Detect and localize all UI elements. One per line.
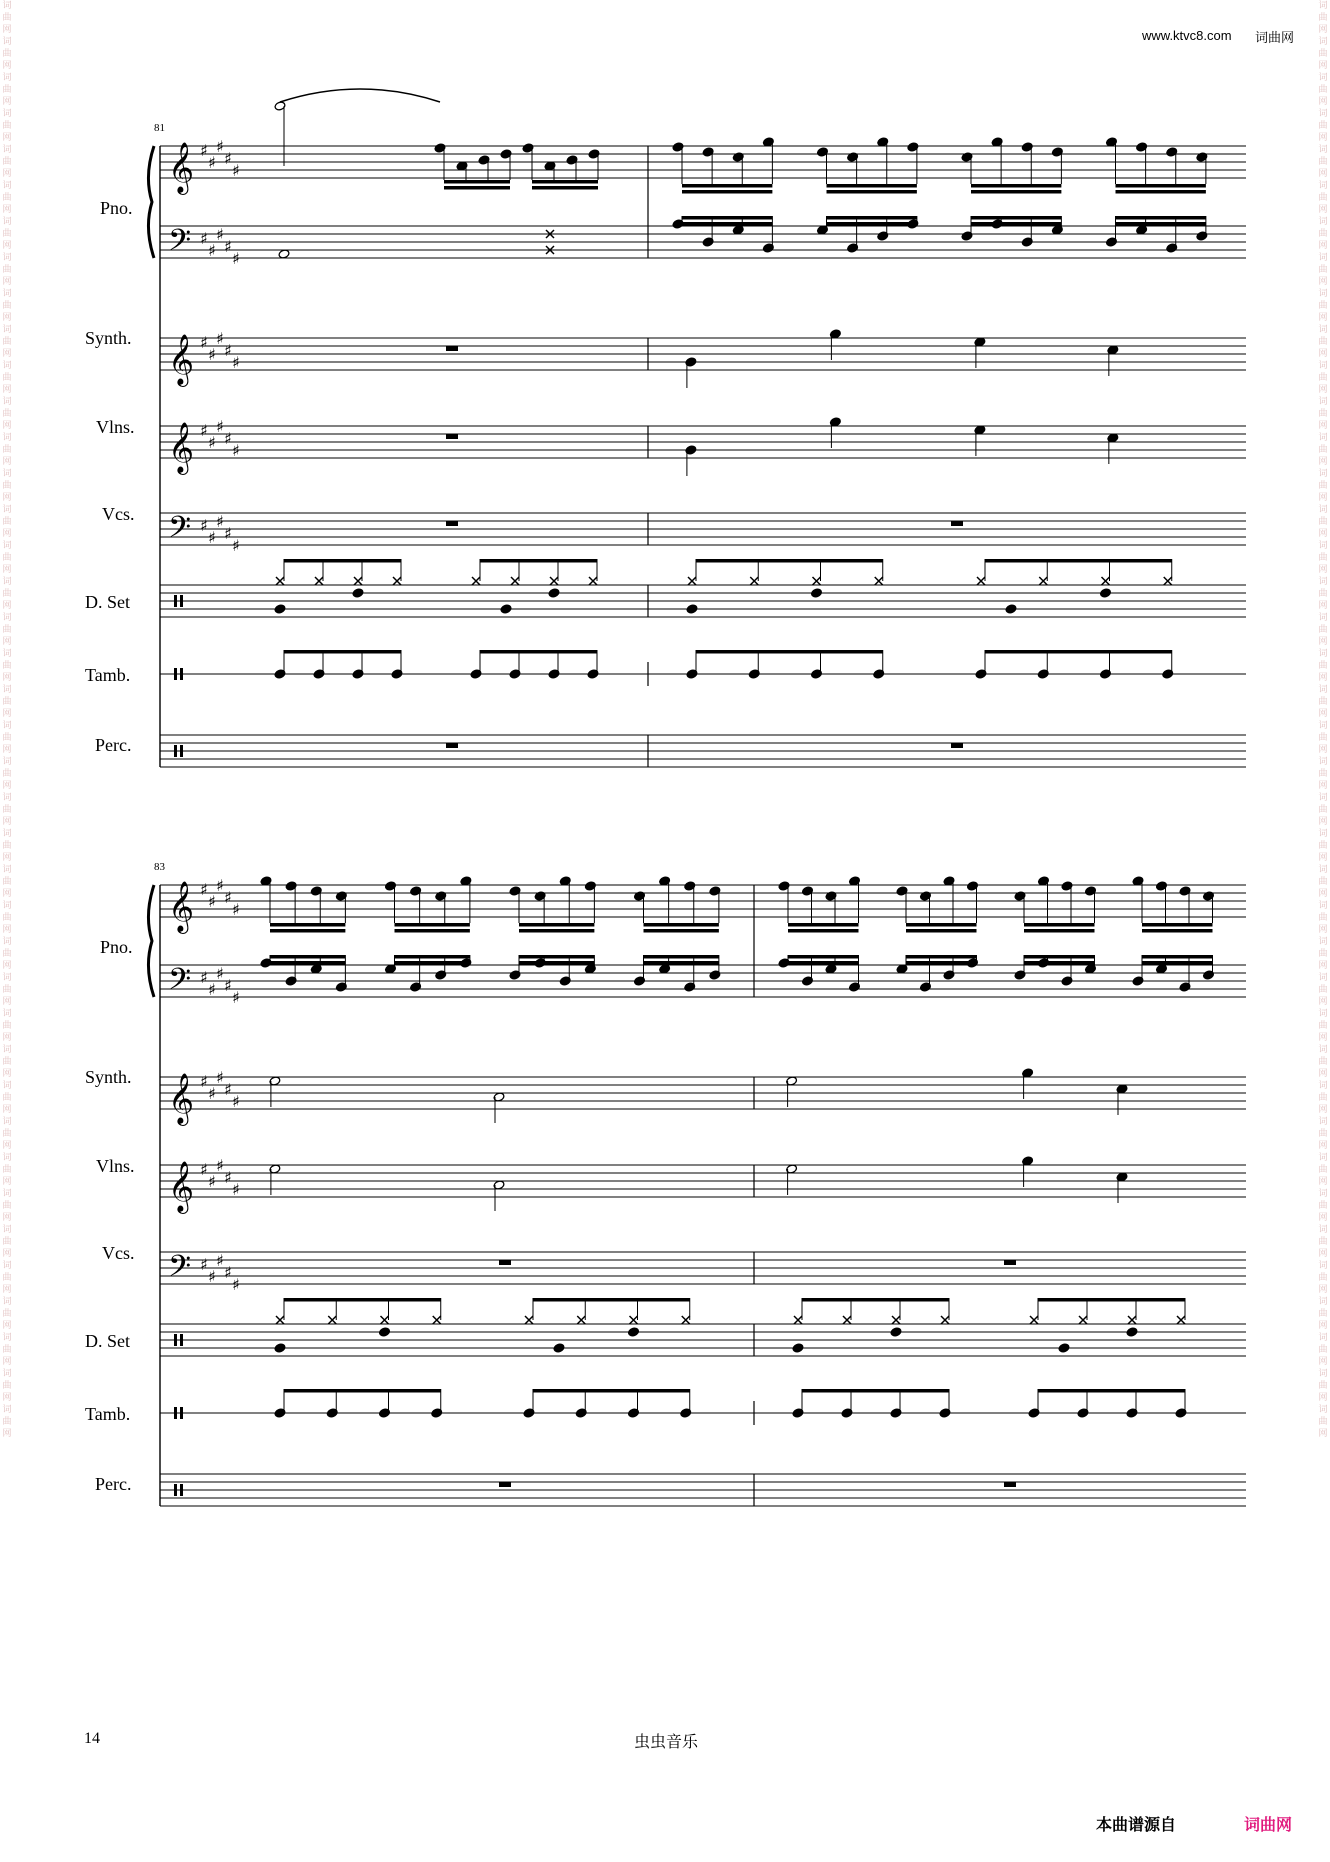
hihat-note — [843, 1316, 851, 1324]
tambourine-group-beam — [533, 1389, 690, 1393]
site-url[interactable]: www.ktvc8.com — [1142, 28, 1232, 43]
percussion-clef — [180, 745, 183, 757]
piano-group-beam — [971, 184, 1061, 188]
piano-group-beam — [1116, 190, 1206, 194]
piano-bass-group-beam — [644, 961, 719, 965]
hihat-note — [813, 577, 821, 585]
key-signature: ♯ — [200, 1255, 208, 1274]
percussion-clef — [180, 1334, 183, 1346]
key-signature: ♯ — [232, 1180, 240, 1199]
key-signature: ♯ — [208, 345, 216, 364]
piano-group-beam — [906, 923, 977, 927]
tambourine-group-beam — [480, 650, 597, 654]
key-signature: ♯ — [216, 1068, 224, 1087]
key-signature: ♯ — [232, 441, 240, 460]
treble-clef: 𝄞 — [168, 334, 195, 385]
hihat-group-beam — [802, 1298, 949, 1302]
hihat-group-beam — [696, 559, 883, 563]
piano-group-beam — [1142, 929, 1213, 933]
piano-group-beam — [1142, 923, 1213, 927]
piano-bass-group-beam — [270, 955, 345, 959]
hihat-note — [381, 1316, 389, 1324]
key-signature: ♯ — [208, 433, 216, 452]
key-signature: ♯ — [208, 1267, 216, 1286]
instrument-label-synth: Synth. — [85, 1067, 132, 1087]
bass-clef: 𝄢 — [168, 963, 192, 1004]
hihat-note — [892, 1316, 900, 1324]
piano-bass-group-beam — [788, 955, 859, 959]
bass-clef: 𝄢 — [168, 511, 192, 552]
percussion-clef — [180, 1407, 183, 1419]
piano-brace — [148, 885, 154, 997]
hihat-note — [875, 577, 883, 585]
site-brand[interactable]: 词曲网 — [1255, 31, 1295, 46]
key-signature: ♯ — [224, 149, 232, 168]
hihat-note — [433, 1316, 441, 1324]
hihat-note — [794, 1316, 802, 1324]
bass-clef: 𝄢 — [168, 224, 192, 265]
piano-bass-group-beam — [827, 222, 917, 226]
piano-bass-group-beam — [971, 216, 1061, 220]
snare-note — [352, 588, 364, 598]
hihat-note — [354, 577, 362, 585]
piano-bass-group-beam — [644, 955, 719, 959]
key-signature: ♯ — [224, 237, 232, 256]
hihat-note — [1128, 1316, 1136, 1324]
hihat-group-beam — [985, 559, 1172, 563]
bass-clef: 𝄢 — [168, 1250, 192, 1291]
piano-group-beam — [644, 923, 719, 927]
hihat-note — [550, 577, 558, 585]
whole-rest — [499, 1482, 511, 1487]
footer-center-text: 虫虫音乐 — [634, 1732, 699, 1751]
percussion-clef — [174, 1484, 177, 1496]
piano-group-beam — [827, 190, 917, 194]
left-watermark: 词曲网词曲网词曲网词曲网词曲网词曲网词曲网词曲网词曲网词曲网词曲网词曲网词曲网词曲网词曲网词曲网词曲网词曲网词曲网词曲网词曲网词曲网词曲网词曲网词曲网词曲网词曲网词曲网词曲网词曲网词曲网词曲网词曲网词曲网词曲网词曲网词曲网词曲网词曲网词曲网 — [2, 1, 12, 1439]
hihat-note — [589, 577, 597, 585]
snare-note — [890, 1327, 902, 1337]
hihat-note — [1177, 1316, 1185, 1324]
tambourine-group-beam — [696, 650, 883, 654]
percussion-clef — [174, 1407, 177, 1419]
instrument-label-drumset: D. Set — [85, 592, 130, 612]
tie — [280, 89, 440, 102]
piano-bass-group-beam — [1024, 961, 1095, 965]
snare-note — [548, 588, 560, 598]
whole-rest — [951, 521, 963, 526]
percussion-clef — [174, 595, 177, 607]
hihat-note — [630, 1316, 638, 1324]
piano-brace — [148, 146, 154, 258]
key-signature: ♯ — [200, 516, 208, 535]
key-signature: ♯ — [208, 980, 216, 999]
key-signature: ♯ — [208, 1084, 216, 1103]
whole-rest — [1004, 1482, 1016, 1487]
right-watermark: 词曲网词曲网词曲网词曲网词曲网词曲网词曲网词曲网词曲网词曲网词曲网词曲网词曲网词曲网词曲网词曲网词曲网词曲网词曲网词曲网词曲网词曲网词曲网词曲网词曲网词曲网词曲网词曲网词曲网词曲网词曲网词曲网词曲网词曲网词曲网词曲网词曲网词曲网词曲网词曲网 — [1318, 1, 1328, 1439]
hihat-note — [276, 577, 284, 585]
key-signature: ♯ — [208, 153, 216, 172]
instrument-label-tambourine: Tamb. — [85, 1404, 131, 1424]
instrument-label-tambourine: Tamb. — [85, 665, 131, 685]
instrument-label-drumset: D. Set — [85, 1331, 130, 1351]
piano-bass-group-beam — [1142, 961, 1213, 965]
tambourine-group-beam — [284, 1389, 441, 1393]
key-signature: ♯ — [232, 249, 240, 268]
instrument-label-percussion: Perc. — [95, 735, 132, 755]
tambourine-group-beam — [1038, 1389, 1185, 1393]
key-signature: ♯ — [200, 421, 208, 440]
piano-bass-group-beam — [1142, 955, 1213, 959]
hihat-note — [1102, 577, 1110, 585]
hihat-note — [276, 1316, 284, 1324]
piano-bass-group-beam — [682, 216, 772, 220]
kick-note — [1058, 1343, 1070, 1353]
snare-note — [811, 588, 823, 598]
key-signature: ♯ — [208, 241, 216, 260]
key-signature: ♯ — [208, 892, 216, 911]
piano-group-beam — [682, 184, 772, 188]
key-signature: ♯ — [232, 353, 240, 372]
hihat-group-beam — [480, 559, 597, 563]
piano-group-beam — [532, 180, 598, 184]
instrument-label-violins: Vlns. — [96, 1156, 135, 1176]
piano-group-beam — [519, 929, 594, 933]
piano-bass-group-beam — [906, 955, 977, 959]
piano-group-beam — [395, 929, 470, 933]
key-signature: ♯ — [200, 333, 208, 352]
piano-bass-group-beam — [1116, 222, 1206, 226]
key-signature: ♯ — [216, 964, 224, 983]
key-signature: ♯ — [224, 1263, 232, 1282]
key-signature: ♯ — [216, 876, 224, 895]
tambourine-group-beam — [284, 650, 401, 654]
hihat-note — [577, 1316, 585, 1324]
piano-group-beam — [270, 929, 345, 933]
snare-note — [379, 1327, 391, 1337]
snare-note — [1126, 1327, 1138, 1337]
percussion-clef — [180, 1484, 183, 1496]
piano-group-beam — [1116, 184, 1206, 188]
treble-clef: 𝄞 — [168, 881, 195, 932]
piano-bass-group-beam — [1024, 955, 1095, 959]
piano-group-beam — [532, 186, 598, 190]
percussion-clef — [174, 745, 177, 757]
measure-number-83: 83 — [154, 861, 165, 873]
percussion-clef — [180, 595, 183, 607]
footer-brand-link[interactable]: 词曲网 — [1244, 1815, 1293, 1834]
tambourine-group-beam — [802, 1389, 949, 1393]
key-signature: ♯ — [232, 1092, 240, 1111]
whole-rest — [446, 346, 458, 351]
piano-group-beam — [971, 190, 1061, 194]
whole-rest — [446, 434, 458, 439]
piano-bass-group-beam — [519, 961, 594, 965]
key-signature: ♯ — [216, 225, 224, 244]
key-signature: ♯ — [216, 1251, 224, 1270]
key-signature: ♯ — [208, 528, 216, 547]
hihat-note — [1079, 1316, 1087, 1324]
page-number: 14 — [84, 1730, 100, 1747]
kick-note — [553, 1343, 565, 1353]
piano-group-beam — [788, 929, 859, 933]
treble-clef: 𝄞 — [168, 142, 195, 193]
hihat-group-beam — [1038, 1298, 1185, 1302]
key-signature: ♯ — [224, 976, 232, 995]
piano-group-beam — [1024, 929, 1095, 933]
key-signature: ♯ — [216, 137, 224, 156]
key-signature: ♯ — [232, 161, 240, 180]
hihat-group-beam — [284, 1298, 441, 1302]
key-signature: ♯ — [232, 1275, 240, 1294]
hihat-note — [941, 1316, 949, 1324]
hihat-note — [1030, 1316, 1038, 1324]
key-signature: ♯ — [200, 880, 208, 899]
measure-number-81: 81 — [154, 122, 165, 134]
kick-note — [1005, 604, 1017, 614]
kick-note — [274, 604, 286, 614]
piano-bass-group-beam — [395, 961, 470, 965]
key-signature: ♯ — [200, 141, 208, 160]
piano-group-beam — [519, 923, 594, 927]
instrument-label-piano: Pno. — [100, 937, 133, 957]
hihat-note — [525, 1316, 533, 1324]
key-signature: ♯ — [216, 329, 224, 348]
whole-rest — [499, 1260, 511, 1265]
key-signature: ♯ — [232, 900, 240, 919]
whole-rest — [446, 743, 458, 748]
treble-clef: 𝄞 — [168, 422, 195, 473]
key-signature: ♯ — [216, 512, 224, 531]
hihat-group-beam — [533, 1298, 690, 1302]
key-signature: ♯ — [224, 888, 232, 907]
piano-bass-group-beam — [788, 961, 859, 965]
treble-clef: 𝄞 — [168, 1073, 195, 1124]
hihat-note — [682, 1316, 690, 1324]
key-signature: ♯ — [232, 988, 240, 1007]
treble-clef: 𝄞 — [168, 1161, 195, 1212]
piano-group-beam — [444, 186, 510, 190]
whole-rest — [1004, 1260, 1016, 1265]
piano-bass-group-beam — [971, 222, 1061, 226]
piano-group-beam — [906, 929, 977, 933]
hihat-group-beam — [284, 559, 401, 563]
percussion-clef — [174, 1334, 177, 1346]
kick-note — [686, 604, 698, 614]
key-signature: ♯ — [216, 1156, 224, 1175]
piano-bass-group-beam — [682, 222, 772, 226]
percussion-clef — [174, 668, 177, 680]
key-signature: ♯ — [200, 1072, 208, 1091]
instrument-label-violins: Vlns. — [96, 417, 135, 437]
piano-group-beam — [827, 184, 917, 188]
tambourine-group-beam — [985, 650, 1172, 654]
instrument-label-piano: Pno. — [100, 198, 133, 218]
instrument-label-cellos: Vcs. — [102, 1243, 135, 1263]
piano-bass-group-beam — [827, 216, 917, 220]
hihat-note — [511, 577, 519, 585]
whole-rest — [446, 521, 458, 526]
piano-bass-group-beam — [1116, 216, 1206, 220]
hihat-note — [750, 577, 758, 585]
key-signature: ♯ — [200, 229, 208, 248]
hihat-note — [393, 577, 401, 585]
piano-group-beam — [270, 923, 345, 927]
piano-group-beam — [644, 929, 719, 933]
key-signature: ♯ — [224, 429, 232, 448]
kick-note — [274, 1343, 286, 1353]
key-signature: ♯ — [208, 1172, 216, 1191]
hihat-note — [1039, 577, 1047, 585]
piano-group-beam — [682, 190, 772, 194]
instrument-label-percussion: Perc. — [95, 1474, 132, 1494]
whole-rest — [951, 743, 963, 748]
key-signature: ♯ — [224, 1168, 232, 1187]
snare-note — [628, 1327, 640, 1337]
key-signature: ♯ — [224, 341, 232, 360]
piano-bass-group-beam — [270, 961, 345, 965]
piano-bass-group-beam — [395, 955, 470, 959]
key-signature: ♯ — [224, 1080, 232, 1099]
footer-source-text: 本曲谱源自 — [1096, 1815, 1177, 1834]
kick-note — [500, 604, 512, 614]
piano-bass-group-beam — [906, 961, 977, 965]
piano-group-beam — [788, 923, 859, 927]
hihat-note — [688, 577, 696, 585]
piano-group-beam — [1024, 923, 1095, 927]
instrument-label-synth: Synth. — [85, 328, 132, 348]
key-signature: ♯ — [216, 417, 224, 436]
key-signature: ♯ — [200, 968, 208, 987]
hihat-note — [328, 1316, 336, 1324]
piano-group-beam — [395, 923, 470, 927]
hihat-note — [472, 577, 480, 585]
kick-note — [792, 1343, 804, 1353]
snare-note — [1100, 588, 1112, 598]
hihat-note — [977, 577, 985, 585]
key-signature: ♯ — [232, 536, 240, 555]
key-signature: ♯ — [224, 524, 232, 543]
hihat-note — [1164, 577, 1172, 585]
instrument-label-cellos: Vcs. — [102, 504, 135, 524]
piano-bass-group-beam — [519, 955, 594, 959]
piano-group-beam — [444, 180, 510, 184]
hihat-note — [315, 577, 323, 585]
percussion-clef — [180, 668, 183, 680]
key-signature: ♯ — [200, 1160, 208, 1179]
